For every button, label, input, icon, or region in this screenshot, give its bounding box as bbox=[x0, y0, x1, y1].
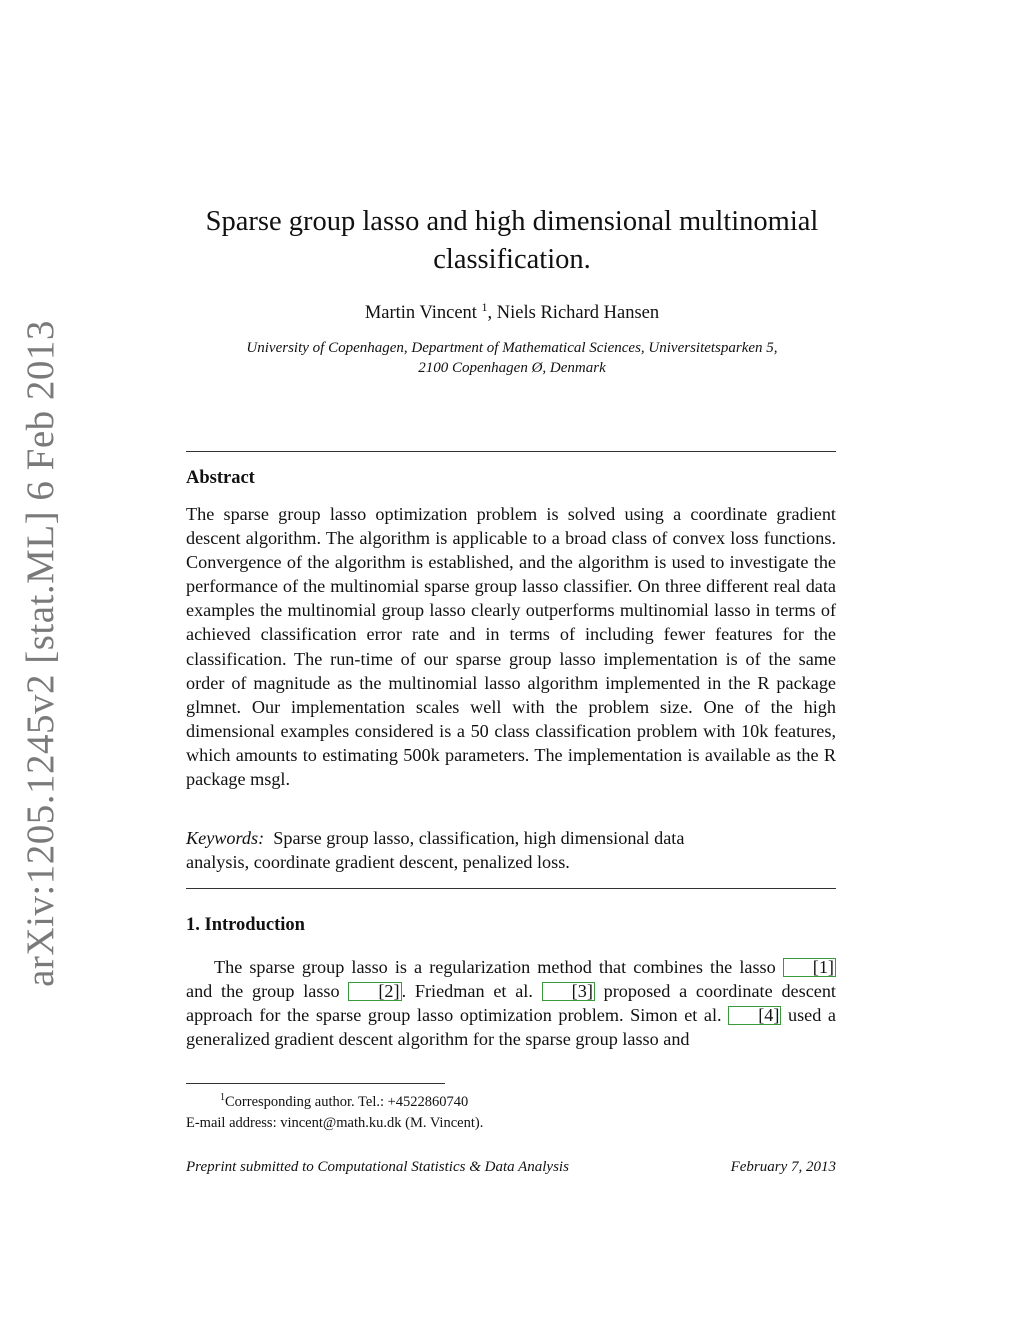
footnote-line-1 bbox=[186, 1087, 836, 1113]
footnote-mark: 1 bbox=[220, 1092, 225, 1103]
affiliation bbox=[170, 338, 854, 378]
author-list bbox=[150, 299, 874, 324]
affiliation-line-2: 2100 Copenhagen Ø, Denmark bbox=[418, 360, 606, 376]
intro-text-5: used a generalized gradient descent algorithm for the sparse group lasso and bbox=[186, 1005, 836, 1050]
preprint-note: Preprint submitted to Computational Statistics & Data Analysis bbox=[186, 1159, 569, 1175]
affiliation-line-1: University of Copenhagen, Department of Mathematical Sciences, Universitetsparken 5, bbox=[246, 340, 778, 356]
citation-link-3[interactable]: [3] bbox=[542, 982, 595, 1001]
intro-text-2: and the group lasso bbox=[186, 981, 349, 1002]
abstract-bottom-rule bbox=[186, 888, 836, 889]
footnote-rule bbox=[186, 1083, 445, 1084]
title-line-1: Sparse group lasso and high dimensional multinomial bbox=[205, 206, 819, 237]
footnote-text-2: E-mail address: vincent@math.ku.dk (M. Vincent). bbox=[186, 1114, 484, 1131]
title-line-2: classification. bbox=[433, 244, 591, 275]
keywords-label: Keywords: bbox=[186, 828, 265, 848]
citation-link-2[interactable]: [2] bbox=[348, 982, 401, 1001]
arxiv-identifier-text: arXiv:1205.1245v2 [stat.ML] 6 Feb 2013 bbox=[18, 319, 62, 987]
keywords-text-2: analysis, coordinate gradient descent, penalized loss. bbox=[186, 852, 570, 872]
citation-link-4[interactable]: [4] bbox=[728, 1006, 781, 1025]
intro-text-3: . Friedman et al. bbox=[401, 981, 542, 1002]
author-footnote-mark[interactable]: 1 bbox=[481, 299, 488, 314]
keywords-text-1: Sparse group lasso, classification, high dimensional data bbox=[273, 828, 685, 848]
paper-title bbox=[150, 203, 874, 279]
intro-text-4: proposed a coordinate descent approach for the sparse group lasso optimization problem. Simon et al. bbox=[186, 981, 836, 1026]
abstract-top-rule bbox=[186, 451, 836, 452]
keywords-line-1 bbox=[186, 826, 836, 850]
introduction-paragraph bbox=[186, 955, 836, 1051]
citation-link-1[interactable]: [1] bbox=[783, 958, 836, 977]
intro-text-1: The sparse group lasso is a regularization method that combines the lasso bbox=[214, 957, 783, 977]
author-first: Martin Vincent bbox=[364, 303, 477, 323]
preprint-date: February 7, 2013 bbox=[730, 1159, 836, 1175]
abstract-text: The sparse group lasso optimization problem is solved using a coordinate gradient descent algorithm. The algorithm is applicable to a broad class of convex loss functions. Convergence of the algorithm is established, and the algorithm is used to investigate the performance of the multinomial sparse group lasso classifier. On three different real data examples the multinomial group lasso clearly outperforms multinomial lasso in terms of achieved classification error rate and in terms of including fewer features for the classification. The run-time of our sparse group lasso implementation is of the same order of magnitude as the multinomial lasso algorithm implemented in the R package glmnet. Our implementation scales well with the problem size. One of the high dimensional examples considered is a 50 class classification problem with 10k features, which amounts to estimating 500k parameters. The implementation is available as the R package msgl. bbox=[186, 504, 836, 790]
footnote-text-1: Corresponding author. Tel.: +4522860740 bbox=[225, 1093, 469, 1110]
keywords bbox=[186, 826, 836, 874]
author-rest: , Niels Richard Hansen bbox=[487, 303, 660, 323]
arxiv-identifier-stamp bbox=[12, 319, 68, 987]
footnote bbox=[186, 1087, 836, 1134]
introduction-heading: 1. Introduction bbox=[186, 915, 305, 935]
abstract-heading: Abstract bbox=[186, 468, 255, 488]
